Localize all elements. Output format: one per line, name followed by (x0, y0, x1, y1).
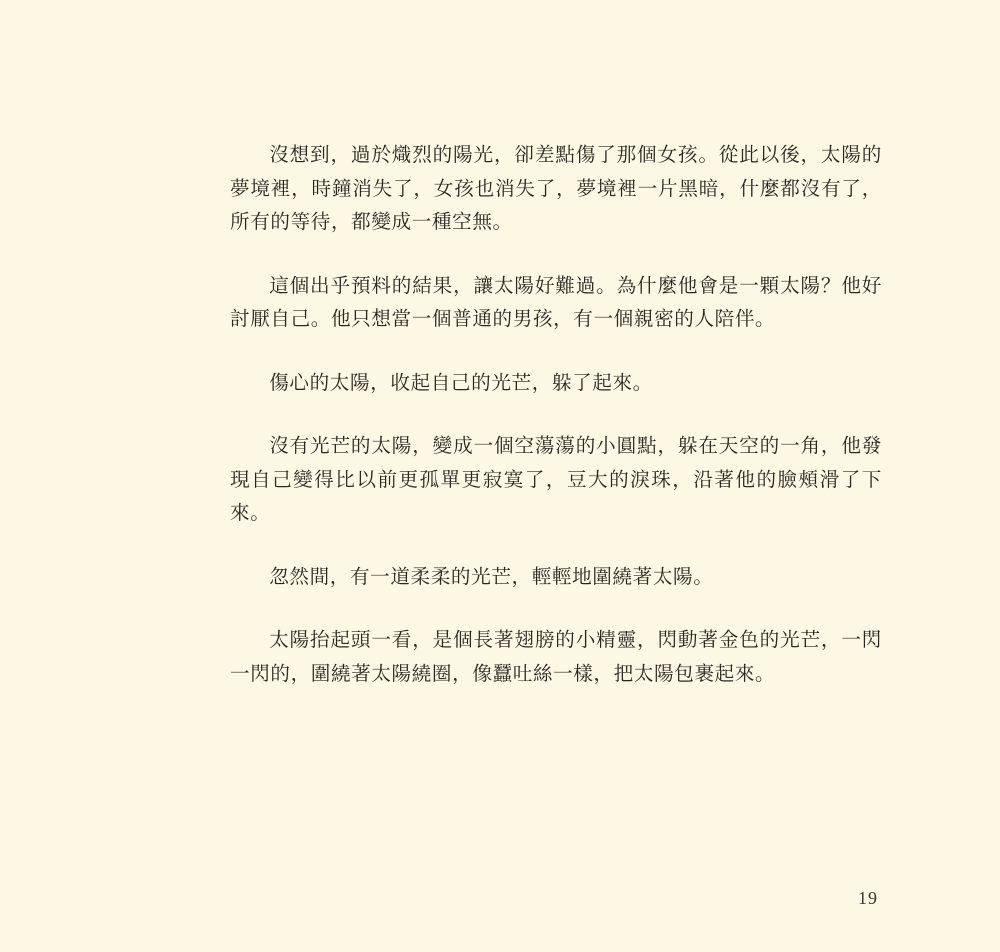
page-number: 19 (858, 888, 878, 908)
paragraph-4: 沒有光芒的太陽，變成一個空蕩蕩的小圓點，躲在天空的一角，他發現自己變得比以前更孤單更寂寞了，豆大的淚珠，沿著他的臉頰滑了下來。 (230, 434, 882, 524)
paragraph-1: 沒想到，過於熾烈的陽光，卻差點傷了那個女孩。從此以後，太陽的夢境裡，時鐘消失了，女孩也消失了，夢境裡一片黑暗，什麼都沒有了，所有的等待，都變成一種空無。 (230, 143, 882, 233)
paragraph-6: 太陽抬起頭一看，是個長著翅膀的小精靈，閃動著金色的光芒，一閃一閃的，圍繞著太陽繞圈，像蠶吐絲一樣，把太陽包裹起來。 (230, 628, 882, 685)
paragraph-2: 這個出乎預料的結果，讓太陽好難過。為什麼他會是一顆太陽？他好討厭自己。他只想當一個普通的男孩，有一個親密的人陪伴。 (230, 273, 882, 330)
paragraph-5: 忽然間，有一道柔柔的光芒，輕輕地圍繞著太陽。 (269, 564, 714, 588)
story-text (230, 138, 882, 720)
paragraph-3: 傷心的太陽，收起自己的光芒，躲了起來。 (269, 370, 653, 394)
